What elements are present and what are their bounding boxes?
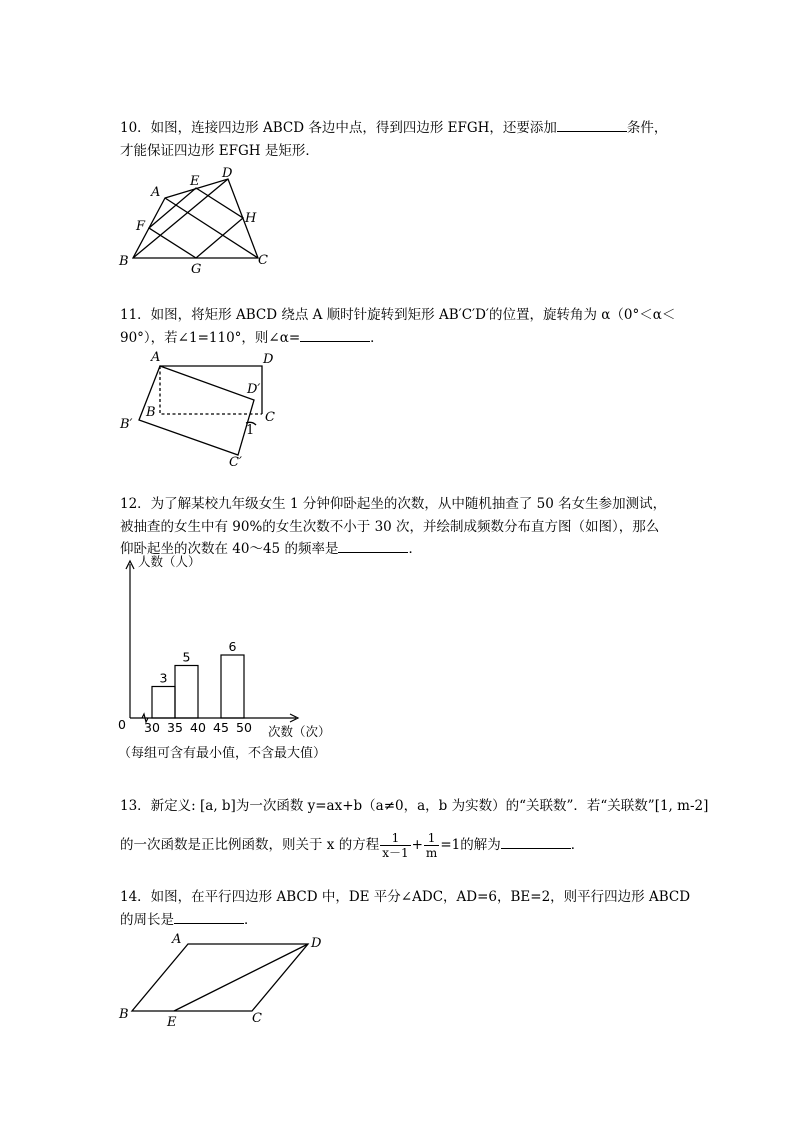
histogram-bars xyxy=(152,639,244,718)
label-g: G xyxy=(191,262,202,277)
label-c: C xyxy=(258,253,268,268)
fraction-1 xyxy=(380,831,410,860)
label-h: H xyxy=(245,211,257,226)
fraction-1-denominator: x－1 xyxy=(382,846,409,860)
q12-text-b: ． xyxy=(408,541,422,557)
q13-line-1: 13．新定义: [a, b]为一次函数 y=ax+b（a≠0，a，b 为实数）的“关联数”．若“关联数”[1, m-2] xyxy=(120,798,709,814)
x-tick-label: 35 xyxy=(167,720,183,735)
q10-line-2: 才能保证四边形 EFGH 是矩形． xyxy=(120,143,319,159)
label-e: E xyxy=(190,174,200,189)
q11-line-1: 11．如图，将矩形 ABCD 绕点 A 顺时针旋转到矩形 AB′C′D′的位置，旋转角为 α（0°＜α＜ xyxy=(120,307,676,323)
histogram-bar-35-40 xyxy=(175,666,198,719)
label-e: E xyxy=(167,1015,177,1030)
q14-answer-blank[interactable] xyxy=(174,923,244,924)
q10-text-b: 条件， xyxy=(626,120,668,136)
q12-note: （每组可含有最小值，不含最大值） xyxy=(118,746,327,761)
bar-value-label: 6 xyxy=(228,639,237,654)
segment-de xyxy=(174,944,308,1011)
fraction-2-denominator: m xyxy=(425,846,438,860)
q12-line-1: 12．为了解某校九年级女生 1 分钟仰卧起坐的次数，从中随机抽查了 50 名女生参加测试， xyxy=(120,496,667,512)
histogram-tick-labels xyxy=(144,720,252,735)
label-d: D xyxy=(263,352,274,367)
q11-text-b: ． xyxy=(370,330,384,346)
label-cprime: C′ xyxy=(229,455,242,470)
y-axis-label: 人数（人） xyxy=(138,554,201,569)
fraction-1-numerator: 1 xyxy=(380,831,410,846)
q10-text-a: 10．如图，连接四边形 ABCD 各边中点，得到四边形 EFGH，还要添加 xyxy=(120,120,557,136)
q11-text-a: 90°），若∠1=110°，则∠α= xyxy=(120,330,301,346)
quadrilateral-efgh xyxy=(149,188,243,258)
label-c: C xyxy=(265,410,275,425)
label-b: B xyxy=(146,405,156,420)
label-angle-1: 1 xyxy=(246,423,255,438)
bar-value-label: 3 xyxy=(159,670,168,686)
origin-label: 0 xyxy=(118,717,126,732)
label-a: A xyxy=(151,185,161,200)
label-b: B xyxy=(119,254,129,269)
q13-answer-blank[interactable] xyxy=(501,848,571,849)
q13-line-2 xyxy=(120,827,584,863)
fraction-2 xyxy=(424,831,439,860)
parallelogram-abcd xyxy=(132,944,308,1011)
q12-histogram xyxy=(110,555,350,755)
label-c: C xyxy=(252,1011,262,1026)
label-a: A xyxy=(151,350,161,365)
q10-line-1 xyxy=(120,119,667,137)
q11-figure xyxy=(115,348,285,468)
label-f: F xyxy=(136,219,146,234)
x-tick-label: 50 xyxy=(236,720,252,735)
q10-figure xyxy=(115,163,275,277)
q14-figure xyxy=(115,930,325,1030)
q11-line-2 xyxy=(120,329,384,347)
q13-text-c: ． xyxy=(570,837,585,853)
q12-text-a: 仰卧起坐的次数在 40～45 的频率是 xyxy=(120,541,339,557)
label-d: D xyxy=(311,936,322,951)
label-a: A xyxy=(172,932,182,947)
q13-text-b: =1的解为 xyxy=(440,837,501,853)
x-tick-label: 45 xyxy=(213,720,229,735)
rectangle-abpcpdp xyxy=(139,366,254,455)
fraction-2-numerator: 1 xyxy=(424,831,439,846)
q10-answer-blank[interactable] xyxy=(557,131,627,132)
q14-text-a: 的周长是 xyxy=(120,912,174,928)
q12-line-2: 被抽查的女生中有 90%的女生次数不小于 30 次，并绘制成频数分布直方图（如图），那么 xyxy=(120,519,660,535)
label-bprime: B′ xyxy=(120,417,133,432)
label-d: D xyxy=(222,166,233,181)
q12-answer-blank[interactable] xyxy=(338,552,408,553)
x-tick-label: 40 xyxy=(190,720,206,735)
histogram-bar-45-50 xyxy=(221,655,244,718)
histogram-bar-30-35 xyxy=(152,687,175,719)
q14-line-1: 14．如图，在平行四边形 ABCD 中，DE 平分∠ADC，AD=6，BE=2，则平行四边形 ABCD xyxy=(120,889,691,905)
q11-answer-blank[interactable] xyxy=(300,341,370,342)
q14-line-2 xyxy=(120,911,258,929)
q13-text-a: 的一次函数是正比例函数，则关于 x 的方程 xyxy=(120,837,380,853)
label-b: B xyxy=(119,1007,129,1022)
diagonal-ac xyxy=(165,198,258,258)
bar-value-label: 5 xyxy=(182,649,191,665)
x-tick-label: 30 xyxy=(144,720,160,735)
plus-sign: + xyxy=(411,837,423,853)
q14-text-b: ． xyxy=(244,912,258,928)
label-dprime: D′ xyxy=(247,382,261,397)
x-axis-label: 次数（次） xyxy=(268,724,331,739)
diagonal-bd xyxy=(133,179,228,258)
